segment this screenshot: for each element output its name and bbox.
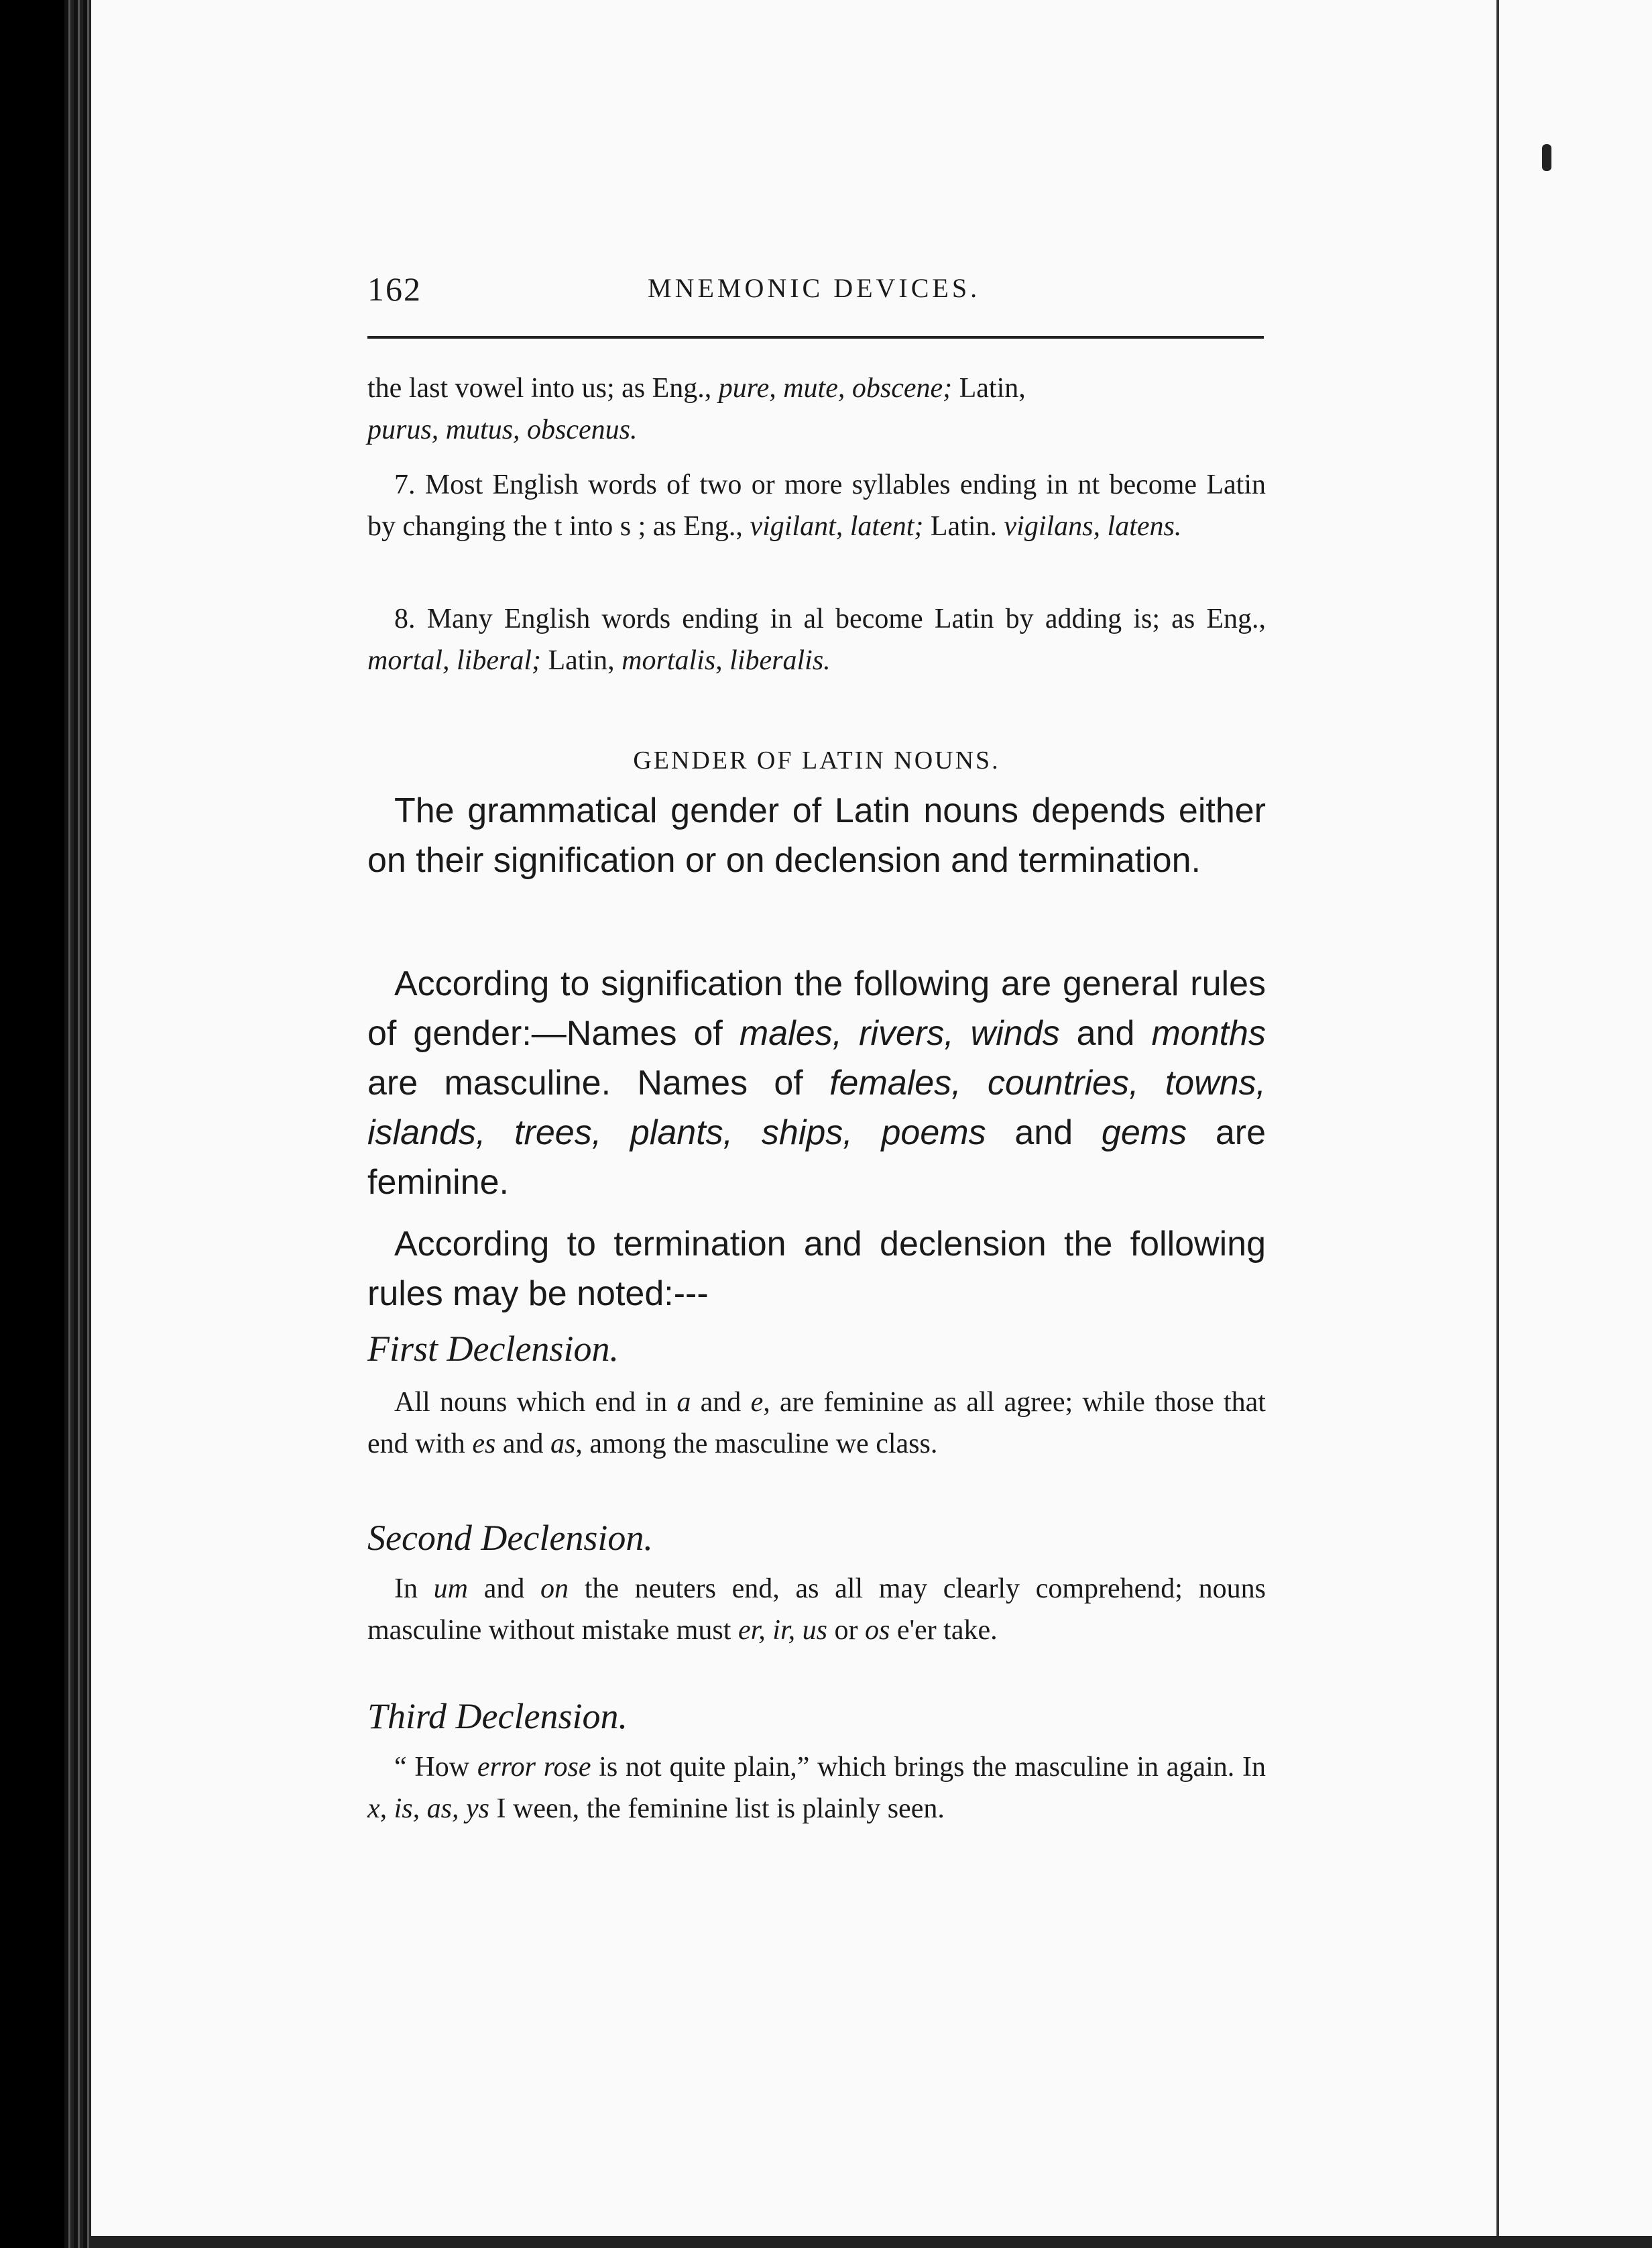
page-bottom-edge — [91, 2236, 1652, 2248]
section-heading: GENDER OF LATIN NOUNS. — [633, 746, 1000, 775]
facing-page-mark — [1542, 144, 1551, 171]
facing-page-edge — [1496, 0, 1499, 2248]
paragraph-signification: According to signification the following are general rules of gender:—Names of males, rivers, winds and months are masculine. Names of females, countries, towns, islands, trees, plants, ships, poems and gems are feminine. — [367, 964, 1266, 1202]
first-declension-heading: First Declension. — [367, 1329, 619, 1369]
first-declension-rule: All nouns which end in a and e, are feminine as all agree; while those that end with es and as, among the masculine we class. — [367, 1387, 1266, 1459]
rule-7: 7. Most English words of two or more syllables ending in nt become Latin by changing the t into s ; as Eng., vigilant, latent; Latin. vigilans, latens. — [367, 469, 1266, 542]
page-number: 162 — [367, 270, 422, 308]
paragraph-continuation: the last vowel into us; as Eng., pure, mute, obscene; Latin, purus, mutus, obscenus. — [367, 373, 1026, 445]
second-declension-rule: In um and on the neuters end, as all may clearly comprehend; nouns masculine without mistake must er, ir, us or os e'er take. — [367, 1573, 1266, 1646]
rule-8: 8. Many English words ending in al become Latin by adding is; as Eng., mortal, liberal; Latin, mortalis, liberalis. — [367, 604, 1266, 676]
running-head — [367, 270, 1264, 317]
paragraph-termination: According to termination and declension the following rules may be noted:--- — [367, 1225, 1266, 1313]
header-rule — [367, 336, 1264, 339]
running-title: MNEMONIC DEVICES. — [648, 273, 981, 303]
third-declension-rule: “ How error rose is not quite plain,” which brings the masculine in again. In x, is, as, ys I ween, the feminine list is plainly seen. — [367, 1752, 1266, 1824]
book-spine — [64, 0, 91, 2248]
paragraph-gender-intro: The grammatical gender of Latin nouns depends either on their signification or on declension and termination. — [367, 791, 1266, 880]
third-declension-heading: Third Declension. — [367, 1696, 628, 1736]
second-declension-heading: Second Declension. — [367, 1518, 653, 1558]
